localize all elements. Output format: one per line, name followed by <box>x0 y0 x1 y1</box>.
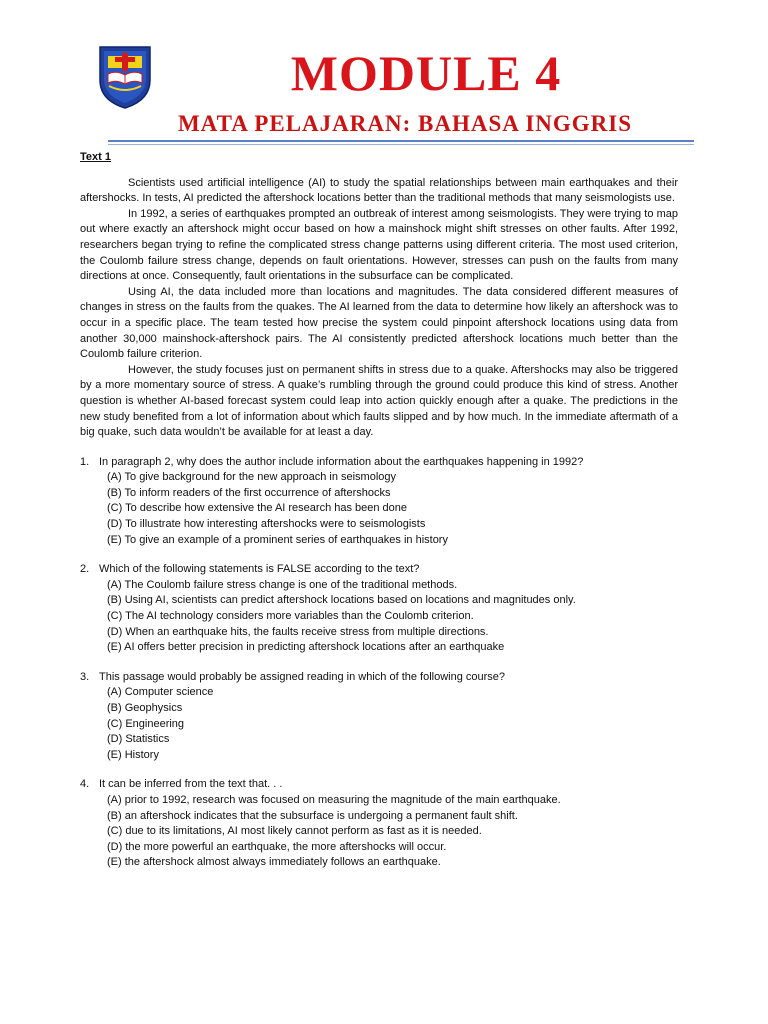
question-stem: Which of the following statements is FALSE according to the text? <box>99 563 420 576</box>
question-stem: In paragraph 2, why does the author include information about the earthquakes happening in 1992? <box>99 455 584 468</box>
question-4 <box>80 777 678 871</box>
answer-option: (E) the aftershock almost always immediately follows an earthquake. <box>107 856 441 869</box>
question-2 <box>80 562 678 656</box>
answer-option: (B) an aftershock indicates that the subsurface is undergoing a permanent fault shift. <box>107 809 518 822</box>
text-label: Text 1 <box>80 151 111 163</box>
paragraph-2: In 1992, a series of earthquakes prompted an outbreak of interest among seismologists. They were trying to map out where exactly an aftershock might occur based on how a mainshock might shift stresses on other faults. After 1992, researchers began trying to refine the complicated stress change patterns using different criteria. The most used criterion, the Coulomb failure stress change, depends on fault orientations. However, stresses can push on the faults from many directions at once. Consequently, fault orientations in the subsurface can be complicated. <box>80 207 678 283</box>
document-body <box>80 150 678 871</box>
answer-option: (D) Statistics <box>107 733 170 746</box>
answer-option: (C) The AI technology considers more variables than the Coulomb criterion. <box>107 610 474 623</box>
paragraph-1: Scientists used artificial intelligence (AI) to study the spatial relationships between main earthquakes and their aftershocks. In tests, AI predicted the aftershock locations better than the traditional methods that many seismologists use. <box>80 176 678 205</box>
answer-option: (C) due to its limitations, AI most likely cannot perform as fast as it is needed. <box>107 825 482 838</box>
answer-option: (E) To give an example of a prominent series of earthquakes in history <box>107 533 448 546</box>
answer-option: (E) History <box>107 748 159 761</box>
paragraph-4: However, the study focuses just on permanent shifts in stress due to a quake. Aftershocks may also be triggered by a more momentary source of stress. A quake’s rumbling through the ground could produce this kind of stress. Another question is whether AI-based forecast system could leap into action quickly enough after a quake. The predictions in the new study benefited from a lot of information about which faults slipped and by how much. In the immediate aftermath of a big quake, such data wouldn’t be available for at least a day. <box>80 363 678 439</box>
answer-option: (B) Using AI, scientists can predict aftershock locations based on locations and magnitudes only. <box>107 594 576 607</box>
question-number: 3. <box>80 670 90 683</box>
school-logo <box>96 44 154 110</box>
question-stem: This passage would probably be assigned reading in which of the following course? <box>99 670 506 683</box>
paragraph-3: Using AI, the data included more than locations and magnitudes. The data considered different measures of changes in stress on the faults from the quakes. The AI learned from the data to determine how likely an aftershock was to occur in a specific place. The team tested how precise the system could pinpoint aftershock locations using data from another 30,000 mainshock-aftershock pairs. The AI consistently predicted aftershock locations much better than the Coulomb failure criterion. <box>80 285 678 361</box>
subject-subtitle: MATA PELAJARAN: BAHASA INGGRIS <box>177 111 633 136</box>
answer-option: (B) To inform readers of the first occurrence of aftershocks <box>107 486 391 499</box>
answer-option: (D) To illustrate how interesting aftershocks were to seismologists <box>107 518 426 531</box>
answer-option: (E) AI offers better precision in predicting aftershock locations after an earthquake <box>107 641 505 654</box>
answer-option: (C) To describe how extensive the AI research has been done <box>107 502 408 515</box>
question-1 <box>80 455 678 549</box>
answer-option: (D) the more powerful an earthquake, the more aftershocks will occur. <box>107 840 447 853</box>
answer-option: (A) Computer science <box>107 686 214 699</box>
question-number: 1. <box>80 455 90 468</box>
question-number: 2. <box>80 563 90 576</box>
header-divider-thin <box>108 144 694 145</box>
answer-option: (C) Engineering <box>107 717 185 730</box>
school-crest-icon <box>96 44 154 110</box>
answer-option: (B) Geophysics <box>107 702 183 714</box>
answer-option: (A) To give background for the new approach in seismology <box>107 471 397 484</box>
answer-option: (A) prior to 1992, research was focused on measuring the magnitude of the main earthquake. <box>107 793 561 806</box>
question-number: 4. <box>80 778 90 791</box>
question-3 <box>80 670 678 764</box>
answer-option: (D) When an earthquake hits, the faults receive stress from multiple directions. <box>107 625 489 638</box>
question-stem: It can be inferred from the text that. . . <box>99 778 283 791</box>
answer-option: (A) The Coulomb failure stress change is one of the traditional methods. <box>107 578 458 591</box>
header-divider <box>108 140 694 142</box>
module-title: MODULE 4 <box>290 45 562 101</box>
